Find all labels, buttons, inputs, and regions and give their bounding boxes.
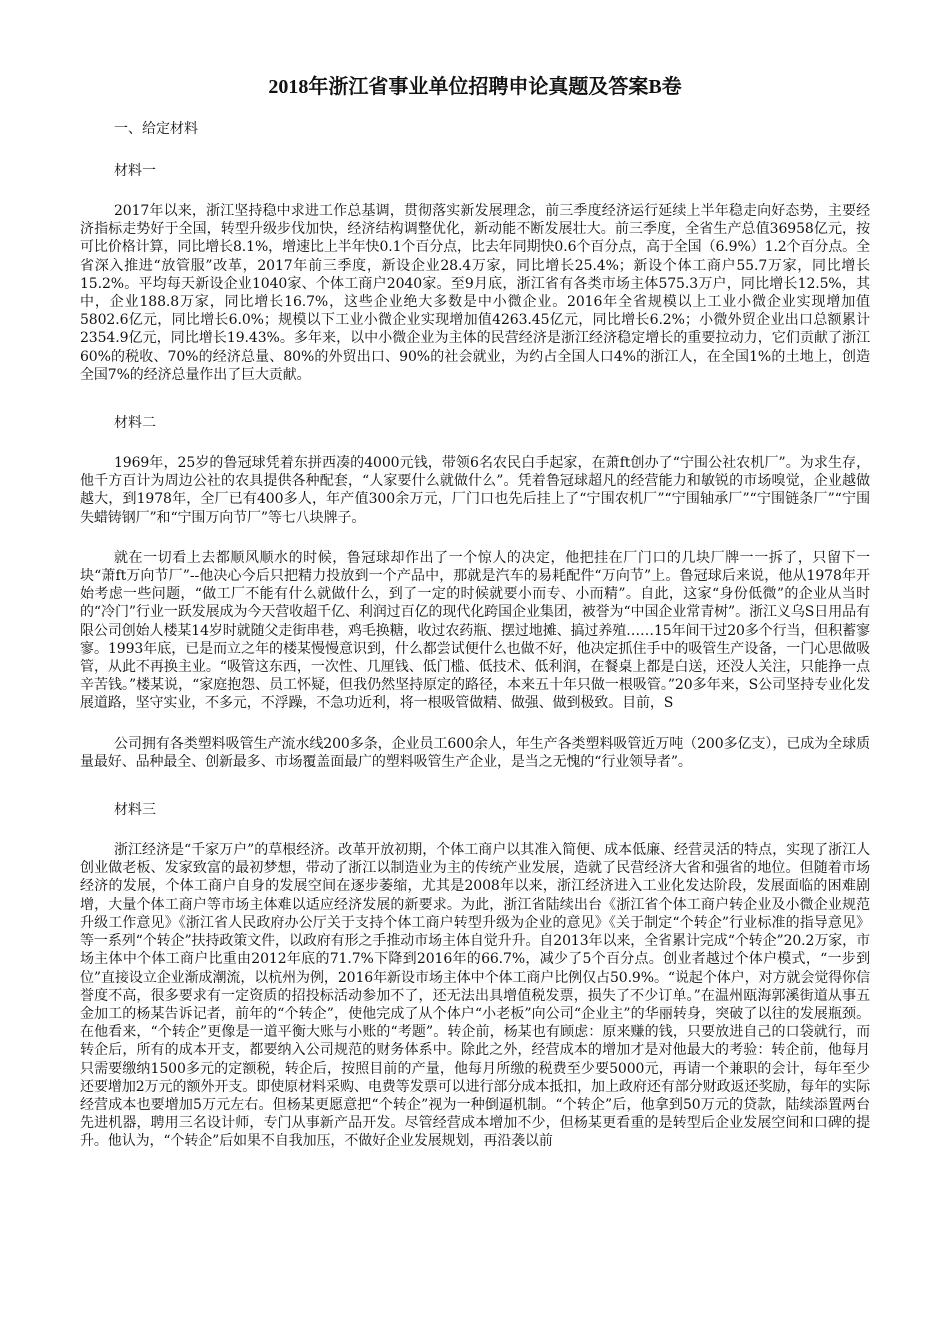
material2-paragraph: 公司拥有各类塑料吸管生产流水线200多条，企业员工600余人，年生产各类塑料吸管近万吨（200多亿支），已成为全球质量最好、品种最全、创新最多、市场覆盖面最广的塑料吸管生产企业，是当之无愧的“行业领导者”。 [80, 735, 870, 770]
material2-heading: 材料二 [114, 415, 156, 432]
material3-heading: 材料三 [114, 802, 156, 819]
material2-paragraph: 1969年，25岁的鲁冠球凭着东拼西凑的4000元钱，带领6名农民白手起家，在萧ft创办了“宁围公社农机厂”。为求生存，他千方百计为周边公社的农具提供各种配套，“人家要什么就做什么”。凭着鲁冠球超凡的经营能力和敏锐的市场嗅觉，企业越做越大，到1978年，全厂已有400多人，年产值300余万元，厂门口也先后挂上了“宁围农机厂”“宁围轴承厂”“宁围链条厂”“宁围失蜡铸钢厂”和“宁围万向节厂”等七八块牌子。 [80, 455, 870, 526]
material3-paragraph: 浙江经济是“千家万户”的草根经济。改革开放初期，个体工商户以其准入简便、成本低廉、经营灵活的特点，实现了浙江人创业做老板、发家致富的最初梦想，带动了浙江以制造业为主的传统产业发展，造就了民营经济大省和强省的地位。但随着市场经济的发展，个体工商户自身的发展空间在逐步萎缩，尤其是2008年以来，浙江经济进入工业化发达阶段，发展面临的困难剧增，大量个体工商户等市场主体难以适应经济发展的新要求。为此，浙江省陆续出台《浙江省个体工商户转企业及小微企业规范升级工作意见》《浙江省人民政府办公厅关于支持个体工商户转型升级为企业的意见》《关于制定“个转企”行业标准的指导意见》等一系列“个转企”扶持政策文件，以政府有形之手推动市场主体自觉升升。自2013年以来，全省累计完成“个转企”20.2万家，市场主体中个体工商户比重由2012年底的71.7%下降到2016年的66.7%，减少了5个百分点。创业者越过个体户模式，“一步到位”直接设立企业渐成潮流，以杭州为例，2016年新设市场主体中个体工商户比例仅占50.9%。“说起个体户，对方就会觉得你信誉度不高，很多要求有一定资质的招投标活动参加不了，还无法出具增值税发票，损失了不少订单。”在温州瓯海郭溪街道从事五金加工的杨某告诉记者，前年的“个转企”，使他完成了从个体户“小老板”向公司“企业主”的华丽转身，突破了以往的发展瓶颈。在他看来，“个转企”更像是一道平衡大账与小账的“考题”。转企前，杨某也有顾虑：原来赚的钱，只要放进自己的口袋就行，而转企后，所有的成本开支，都要纳入公司规范的财务体系中。除此之外，经营成本的增加才是对他最大的考验：转企前，他每月只需要缴纳1500多元的定额税，转企后，按照目前的产量，他每月所缴的税费至少要5000元，再请一个兼职的会计，每年至少还要增加2万元的额外开支。即使原材料采购、电费等发票可以进行部分成本抵扣，加上政府还有部分财政返还奖励，每年的实际经营成本也要增加5万元左右。但杨某更愿意把“个转企”视为一种倒逼机制。“个转企”后，他拿到50万元的贷款，陆续添置两台先进机器，聘用三名设计师，专门从事新产品开发。尽管经营成本增加不少，但杨某更看重的是转型后企业发展空间和口碑的提升。他认为，“个转企”后如果不自我加压，不做好企业发展规划，再沿袭以前 [80, 842, 870, 1150]
material1-heading: 材料一 [114, 163, 156, 179]
document-title: 2018年浙江省事业单位招聘申论真题及答案B卷 [268, 76, 682, 98]
material2-paragraph: 就在一切看上去都顺风顺水的时候，鲁冠球却作出了一个惊人的决定，他把挂在厂门口的几块厂牌一一拆了，只留下一块“萧ft万向节厂”--他决心今后只把精力投放到一个产品中，那就是汽车的易耗配件“万向节”上。鲁冠球后来说，他从1978年开始考虑一些问题，“做工厂不能有什么就做什么，到了一定的时候就要小而专、小而精”。自此，这家“身份低微”的企业从当时的“冷门”行业一跃发展成为今天营收超千亿、利润过百亿的现代化跨国企业集团，被誉为“中国企业常青树”。浙江义乌S日用品有限公司创始人楼某14岁时就随父走街串巷，鸡毛换糖，收过农药瓶、摆过地摊、搞过养殖……15年间干过20多个行当，但积蓄寥寥。1993年底，已是而立之年的楼某慢慢意识到，什么都尝试便什么也做不好，他决定抓住手中的吸管生产设备，一门心思做吸管，从此不再换主业。“吸管这东西，一次性、几厘钱、低门槛、低技术、低利润，在餐桌上都是白送，还没人关注，只能挣一点辛苦钱。”楼某说，“家庭抱怨、员工怀疑，但我仍然坚持原定的路径，本来五十年只做一根吸管。”20多年来，S公司坚持专业化发展道路，坚守实业，不多元，不浮躁，不急功近利，将一根吸管做精、做强、做到极致。目前，S [80, 549, 870, 712]
material1-paragraph: 2017年以来，浙江坚持稳中求进工作总基调，贯彻落实新发展理念，前三季度经济运行延续上半年稳走向好态势，主要经济指标走势好于全国，转型升级步伐加快，经济结构调整优化，新动能不断发展壮大。前三季度，全省生产总值36958亿元，按可比价格计算，同比增长8.1%，增速比上半年快0.1个百分点，比去年同期快0.6个百分点，高于全国（6.9%）1.2个百分点。全省深入推进“放管服”改革，2017年前三季度，新设企业28.4万家，同比增长25.4%；新设个体工商户55.7万家，同比增长15.2%。平均每天新设企业1040家、个体工商户2040家。至9月底，浙江省有各类市场主体575.3万户，同比增长12.5%，其中，企业188.8万家，同比增长16.7%，这些企业绝大多数是中小微企业。2016年全省规模以上工业小微企业实现增加值5802.6亿元，同比增长6.0%；规模以下工业小微企业实现增加值4263.45亿元，同比增长6.2%；小微外贸企业出口总额累计2354.9亿元，同比增长19.43%。多年来，以中小微企业为主体的民营经济是浙江经济稳定增长的重要拉动力，它们贡献了浙江60%的税收、70%的经济总量、80%的外贸出口、90%的社会就业，为约占全国人口4%的浙江人，在全国1%的土地上，创造全国7%的经济总量作出了巨大贡献。 [80, 203, 870, 383]
section-heading: 一、给定材料 [114, 121, 198, 137]
